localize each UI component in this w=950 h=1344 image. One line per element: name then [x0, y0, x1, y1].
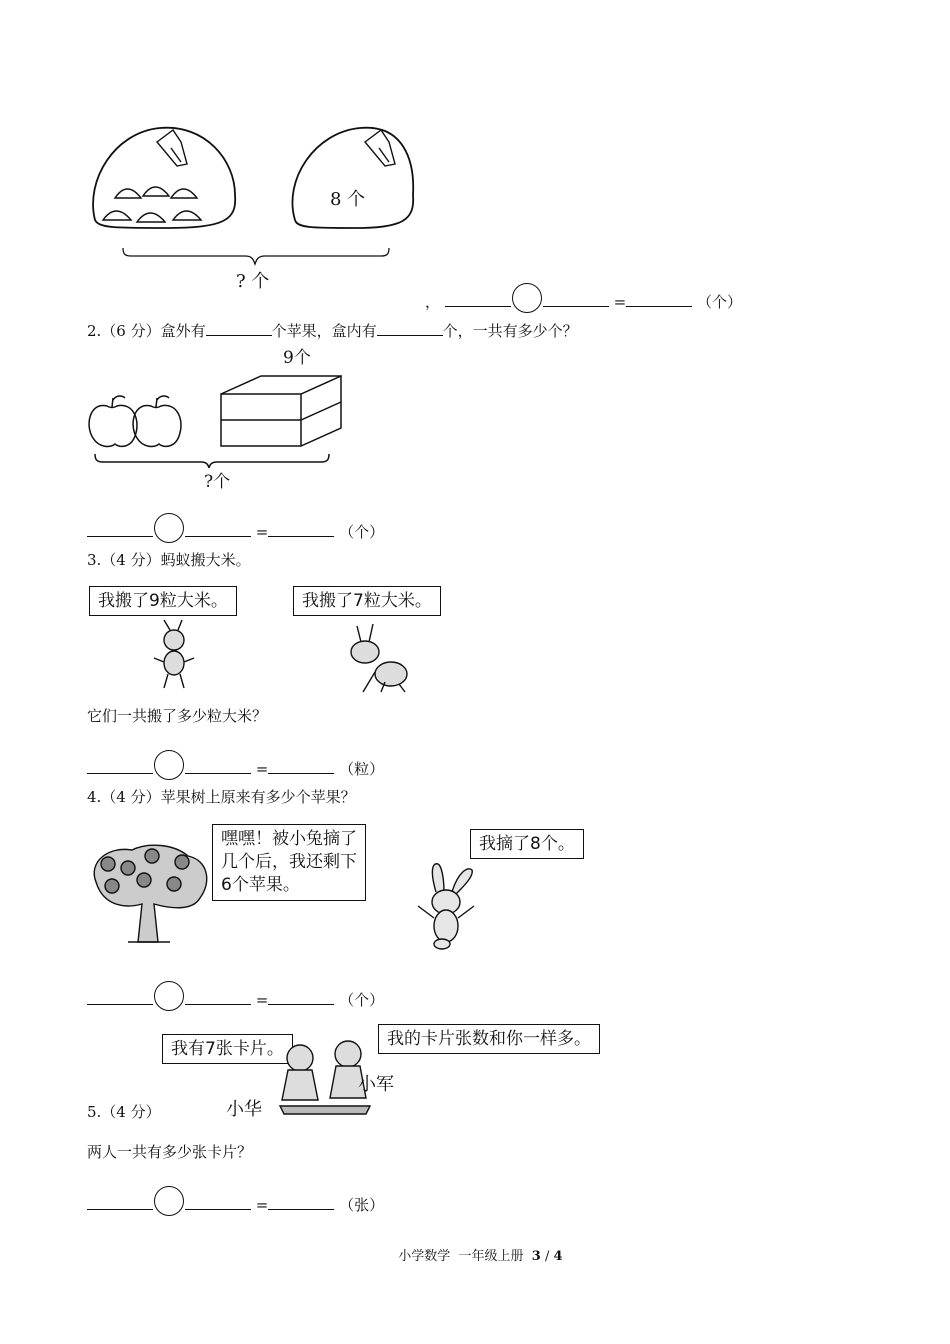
- apple-1: [89, 405, 137, 446]
- apple-2: [133, 405, 181, 446]
- q1-blank-2[interactable]: [543, 292, 609, 307]
- q4-blank-2[interactable]: [185, 990, 251, 1005]
- q2-box-label: 9个: [283, 348, 311, 368]
- q4-tree-bubble: 嘿嘿！被小兔摘了 几个后，我还剩下 6个苹果。: [212, 824, 366, 901]
- apple-tree-illustration: [88, 842, 213, 950]
- q2-title: 2.（6 分）盒外有 个苹果，盒内有 个，一共有多少个？: [87, 322, 578, 340]
- q3-bubble-right: 我搬了7粒大米。: [293, 586, 441, 616]
- page-footer: 小学数学 一年级上册 3 / 4: [398, 1249, 563, 1264]
- ant-right-illustration: [345, 622, 415, 694]
- q2-brace-label: ?个: [204, 472, 231, 492]
- q3-title: 3.（4 分）蚂蚁搬大米。: [87, 551, 251, 569]
- q5-title: 5.（4 分）: [87, 1103, 161, 1121]
- ant-left-illustration: [150, 618, 200, 692]
- brace: [123, 248, 389, 264]
- q4-operator-circle[interactable]: [154, 981, 184, 1011]
- right-bag: [292, 128, 413, 228]
- q1-blank-1[interactable]: [445, 292, 511, 307]
- brace: [95, 454, 329, 468]
- q4-rabbit-bubble: 我摘了8个。: [470, 829, 584, 859]
- q1-right-bag-label: 8 个: [330, 189, 366, 210]
- q2-apples-box-illustration: [85, 370, 345, 470]
- q2-blank-1[interactable]: [87, 522, 153, 537]
- q5-equation: = （张）: [87, 1186, 384, 1216]
- q2-operator-circle[interactable]: [154, 513, 184, 543]
- q1-answer-blank[interactable]: [626, 292, 692, 307]
- q4-title: 4.（4 分）苹果树上原来有多少个苹果？: [87, 788, 356, 806]
- q3-bubble-left: 我搬了9粒大米。: [89, 586, 237, 616]
- q3-question: 它们一共搬了多少粒大米？: [87, 707, 268, 725]
- q5-bubble-right: 我的卡片张数和你一样多。: [378, 1024, 600, 1054]
- left-bag: [93, 128, 235, 228]
- q5-operator-circle[interactable]: [154, 1186, 184, 1216]
- box: [221, 376, 341, 446]
- q4-blank-1[interactable]: [87, 990, 153, 1005]
- q5-name-right: 小军: [358, 1074, 394, 1095]
- q3-operator-circle[interactable]: [154, 750, 184, 780]
- q5-answer-blank[interactable]: [268, 1195, 334, 1210]
- q2-equation: = （个）: [87, 513, 384, 543]
- q2-apples-inside-blank[interactable]: [377, 321, 443, 336]
- q2-blank-2[interactable]: [185, 522, 251, 537]
- q2-apples-outside-blank[interactable]: [206, 321, 272, 336]
- q3-blank-2[interactable]: [185, 759, 251, 774]
- q4-answer-blank[interactable]: [268, 990, 334, 1005]
- q5-name-left: 小华: [226, 1099, 262, 1120]
- q3-blank-1[interactable]: [87, 759, 153, 774]
- q3-equation: = （粒）: [87, 750, 384, 780]
- q5-bubble-left: 我有7张卡片。: [162, 1034, 293, 1064]
- q1-equation: ， = （个）: [425, 283, 742, 313]
- q5-question: 两人一共有多少张卡片？: [87, 1143, 253, 1161]
- q1-bags-illustration: [85, 120, 425, 270]
- rabbit-illustration: [412, 862, 482, 952]
- q3-answer-blank[interactable]: [268, 759, 334, 774]
- q1-brace-label: ? 个: [236, 271, 270, 292]
- q1-operator-circle[interactable]: [512, 283, 542, 313]
- q5-blank-1[interactable]: [87, 1195, 153, 1210]
- q2-answer-blank[interactable]: [268, 522, 334, 537]
- q5-blank-2[interactable]: [185, 1195, 251, 1210]
- q4-equation: = （个）: [87, 981, 384, 1011]
